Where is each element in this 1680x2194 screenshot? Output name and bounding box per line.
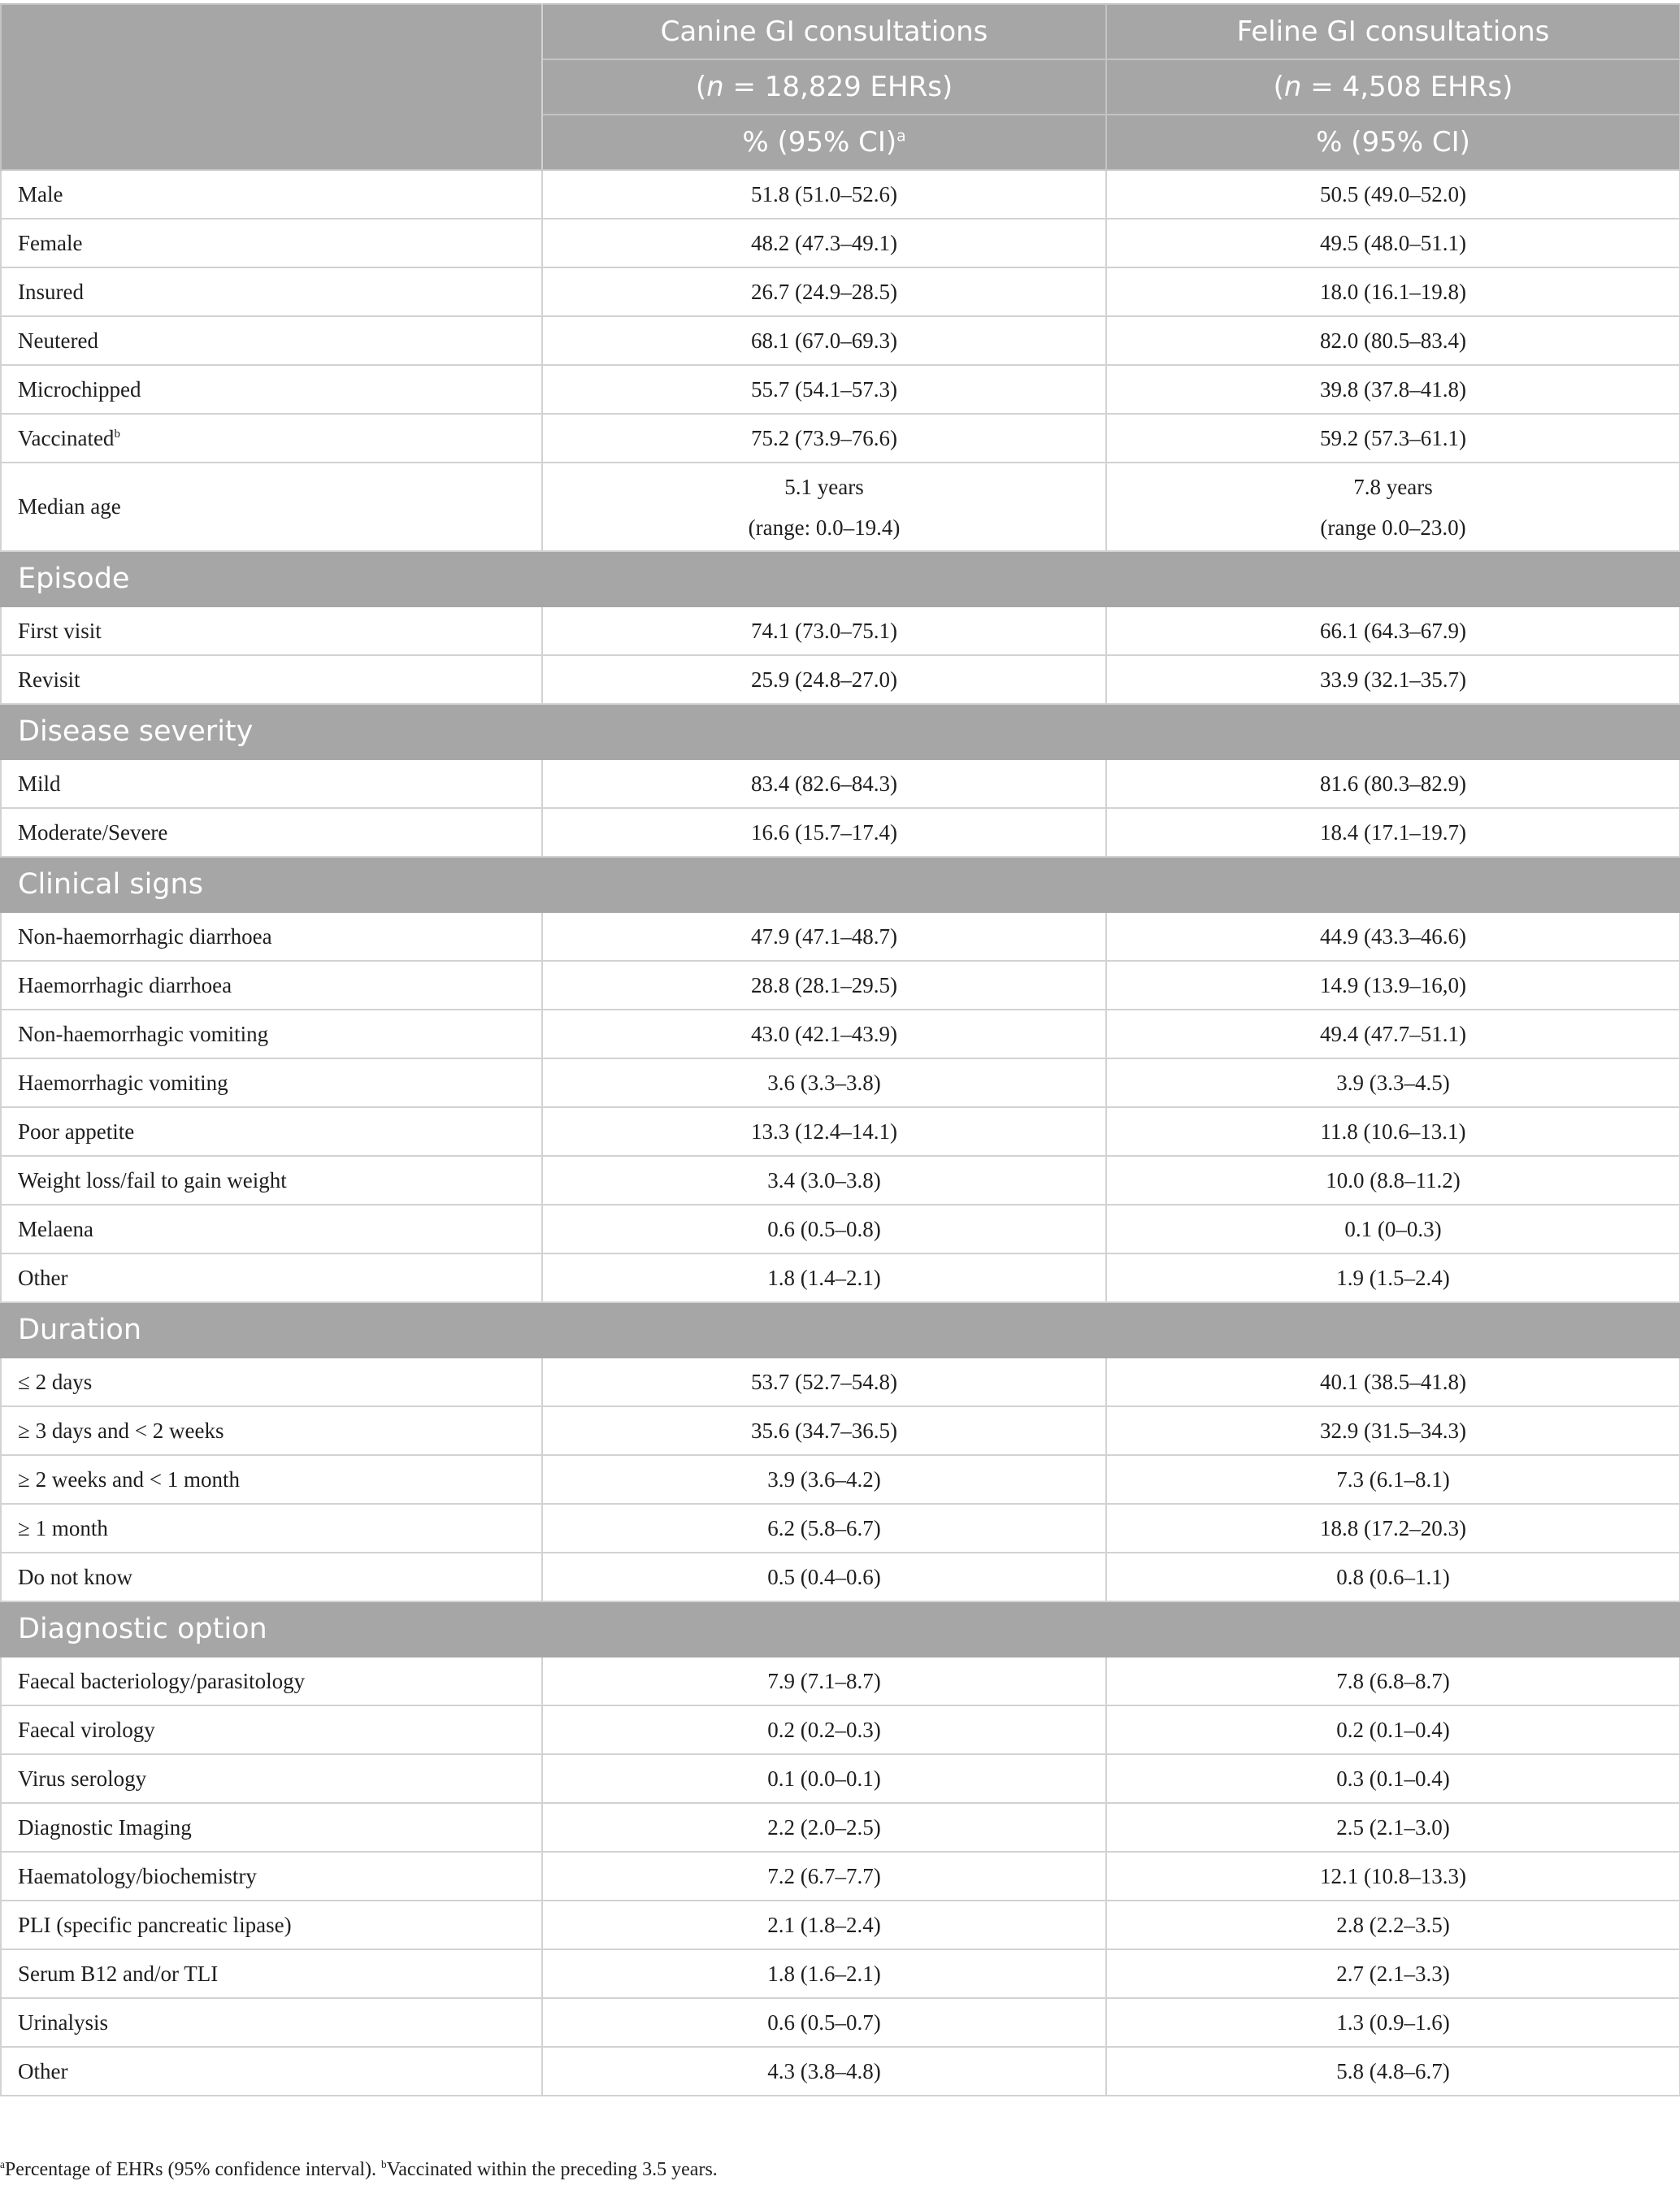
canine-value: 55.7 (54.1–57.3)	[542, 365, 1106, 414]
canine-value: 51.8 (51.0–52.6)	[542, 170, 1106, 219]
table-row	[1, 1657, 1680, 1705]
canine-value: 7.2 (6.7–7.7)	[542, 1852, 1106, 1901]
canine-age-range: (range: 0.0–19.4)	[748, 515, 901, 540]
canine-value: 3.6 (3.3–3.8)	[542, 1058, 1106, 1107]
canine-n-variable: n	[706, 71, 724, 103]
results-table	[0, 3, 1680, 2096]
table-row	[1, 1852, 1680, 1901]
section-header-diagnostic-option	[1, 1601, 1680, 1657]
row-label: Do not know	[1, 1553, 542, 1601]
row-label: Neutered	[1, 316, 542, 365]
feline-n-variable: n	[1283, 71, 1302, 103]
canine-value: 68.1 (67.0–69.3)	[542, 316, 1106, 365]
table-footnote	[0, 2159, 1680, 2181]
row-label: Non-haemorrhagic diarrhoea	[1, 912, 542, 961]
feline-value: 0.1 (0–0.3)	[1106, 1205, 1680, 1253]
row-label: Haematology/biochemistry	[1, 1852, 542, 1901]
footnote-a-marker: a	[0, 2158, 5, 2170]
table-row	[1, 1553, 1680, 1601]
row-label: Haemorrhagic diarrhoea	[1, 961, 542, 1010]
row-label: Moderate/Severe	[1, 808, 542, 857]
canine-column-title: Canine GI consultations	[542, 4, 1106, 59]
row-label: Revisit	[1, 655, 542, 704]
footnote-b-text: Vaccinated within the preceding 3.5 years.	[386, 2159, 718, 2180]
canine-value: 47.9 (47.1–48.7)	[542, 912, 1106, 961]
canine-value: 6.2 (5.8–6.7)	[542, 1504, 1106, 1553]
canine-value: 35.6 (34.7–36.5)	[542, 1406, 1106, 1455]
table-row	[1, 1504, 1680, 1553]
section-header-clinical-signs	[1, 857, 1680, 912]
table-row	[1, 606, 1680, 655]
table-row	[1, 1010, 1680, 1058]
feline-value: 32.9 (31.5–34.3)	[1106, 1406, 1680, 1455]
canine-value: 3.4 (3.0–3.8)	[542, 1156, 1106, 1205]
table-row	[1, 961, 1680, 1010]
feline-value: 1.3 (0.9–1.6)	[1106, 1998, 1680, 2047]
vaccinated-label: Vaccinated	[18, 425, 115, 450]
canine-value: 0.6 (0.5–0.8)	[542, 1205, 1106, 1253]
feline-value: 0.2 (0.1–0.4)	[1106, 1705, 1680, 1754]
table-row	[1, 1705, 1680, 1754]
table-row	[1, 759, 1680, 808]
section-title: Diagnostic option	[1, 1601, 1680, 1657]
table-row	[1, 1406, 1680, 1455]
row-label: ≥ 3 days and < 2 weeks	[1, 1406, 542, 1455]
table-row	[1, 1998, 1680, 2047]
canine-value: 83.4 (82.6–84.3)	[542, 759, 1106, 808]
row-label: Weight loss/fail to gain weight	[1, 1156, 542, 1205]
section-title: Duration	[1, 1302, 1680, 1358]
feline-value: 18.0 (16.1–19.8)	[1106, 267, 1680, 316]
canine-value: 53.7 (52.7–54.8)	[542, 1358, 1106, 1406]
canine-value: 28.8 (28.1–29.5)	[542, 961, 1106, 1010]
canine-value: 0.6 (0.5–0.7)	[542, 1998, 1106, 2047]
canine-value: 43.0 (42.1–43.9)	[542, 1010, 1106, 1058]
row-label: Male	[1, 170, 542, 219]
feline-value: 7.3 (6.1–8.1)	[1106, 1455, 1680, 1504]
table-row	[1, 1156, 1680, 1205]
table-row	[1, 1803, 1680, 1852]
table-row	[1, 1058, 1680, 1107]
feline-value: 49.5 (48.0–51.1)	[1106, 219, 1680, 267]
feline-value: 7.8 (6.8–8.7)	[1106, 1657, 1680, 1705]
table-row	[1, 912, 1680, 961]
feline-value: 39.8 (37.8–41.8)	[1106, 365, 1680, 414]
feline-value	[1106, 463, 1680, 551]
section-title: Clinical signs	[1, 857, 1680, 912]
row-label: Haemorrhagic vomiting	[1, 1058, 542, 1107]
feline-value: 2.7 (2.1–3.3)	[1106, 1949, 1680, 1998]
table-row	[1, 365, 1680, 414]
table-row	[1, 316, 1680, 365]
row-label: ≥ 1 month	[1, 1504, 542, 1553]
table-row	[1, 655, 1680, 704]
row-label: ≥ 2 weeks and < 1 month	[1, 1455, 542, 1504]
row-label: Melaena	[1, 1205, 542, 1253]
table-row	[1, 1455, 1680, 1504]
feline-value: 82.0 (80.5–83.4)	[1106, 316, 1680, 365]
section-header-disease-severity	[1, 704, 1680, 759]
canine-value	[542, 463, 1106, 551]
feline-value: 2.8 (2.2–3.5)	[1106, 1901, 1680, 1949]
row-label: Diagnostic Imaging	[1, 1803, 542, 1852]
feline-n-prefix: (	[1273, 71, 1284, 103]
row-label: Faecal bacteriology/parasitology	[1, 1657, 542, 1705]
canine-value: 1.8 (1.6–2.1)	[542, 1949, 1106, 1998]
row-label: Microchipped	[1, 365, 542, 414]
row-label: Female	[1, 219, 542, 267]
canine-median-age: 5.1 years	[784, 474, 864, 499]
table-header	[1, 4, 1680, 170]
section-title: Disease severity	[1, 704, 1680, 759]
footnote-marker-b: b	[114, 427, 120, 441]
canine-value: 48.2 (47.3–49.1)	[542, 219, 1106, 267]
footnote-marker-a: a	[896, 128, 906, 146]
canine-value: 7.9 (7.1–8.7)	[542, 1657, 1106, 1705]
row-label: Non-haemorrhagic vomiting	[1, 1010, 542, 1058]
row-label: ≤ 2 days	[1, 1358, 542, 1406]
feline-value: 10.0 (8.8–11.2)	[1106, 1156, 1680, 1205]
section-header-episode	[1, 551, 1680, 606]
feline-value: 40.1 (38.5–41.8)	[1106, 1358, 1680, 1406]
table-row-vaccinated	[1, 414, 1680, 463]
canine-sample-size	[542, 59, 1106, 115]
canine-value: 13.3 (12.4–14.1)	[542, 1107, 1106, 1156]
table-row	[1, 1205, 1680, 1253]
canine-value: 26.7 (24.9–28.5)	[542, 267, 1106, 316]
feline-value: 5.8 (4.8–6.7)	[1106, 2047, 1680, 2096]
table-row	[1, 1358, 1680, 1406]
feline-value: 18.4 (17.1–19.7)	[1106, 808, 1680, 857]
feline-column-title: Feline GI consultations	[1106, 4, 1680, 59]
table-row	[1, 1253, 1680, 1302]
section-title: Episode	[1, 551, 1680, 606]
feline-value: 50.5 (49.0–52.0)	[1106, 170, 1680, 219]
canine-value: 2.2 (2.0–2.5)	[542, 1803, 1106, 1852]
canine-value: 0.2 (0.2–0.3)	[542, 1705, 1106, 1754]
canine-value: 16.6 (15.7–17.4)	[542, 808, 1106, 857]
row-label: Urinalysis	[1, 1998, 542, 2047]
canine-value: 0.5 (0.4–0.6)	[542, 1553, 1106, 1601]
row-label: Mild	[1, 759, 542, 808]
canine-value: 3.9 (3.6–4.2)	[542, 1455, 1106, 1504]
header-corner-cell	[1, 4, 542, 170]
feline-value: 18.8 (17.2–20.3)	[1106, 1504, 1680, 1553]
canine-value: 25.9 (24.8–27.0)	[542, 655, 1106, 704]
table-row	[1, 808, 1680, 857]
table-row	[1, 267, 1680, 316]
section-header-duration	[1, 1302, 1680, 1358]
table-row	[1, 219, 1680, 267]
canine-value: 2.1 (1.8–2.4)	[542, 1901, 1106, 1949]
feline-value: 11.8 (10.6–13.1)	[1106, 1107, 1680, 1156]
row-label: Poor appetite	[1, 1107, 542, 1156]
feline-value: 66.1 (64.3–67.9)	[1106, 606, 1680, 655]
footnote-b-marker: b	[381, 2158, 387, 2170]
table-row	[1, 170, 1680, 219]
canine-value: 75.2 (73.9–76.6)	[542, 414, 1106, 463]
table-row-median-age	[1, 463, 1680, 551]
row-label: Other	[1, 2047, 542, 2096]
table-row	[1, 1107, 1680, 1156]
footnote-a-text: Percentage of EHRs (95% confidence interval).	[4, 2159, 382, 2180]
feline-value: 3.9 (3.3–4.5)	[1106, 1058, 1680, 1107]
table-row	[1, 1949, 1680, 1998]
feline-value: 12.1 (10.8–13.3)	[1106, 1852, 1680, 1901]
table-row	[1, 1754, 1680, 1803]
feline-median-age: 7.8 years	[1353, 474, 1433, 499]
feline-value: 49.4 (47.7–51.1)	[1106, 1010, 1680, 1058]
canine-percent-ci-header	[542, 115, 1106, 170]
canine-value: 74.1 (73.0–75.1)	[542, 606, 1106, 655]
row-label: Median age	[1, 463, 542, 551]
row-label: Serum B12 and/or TLI	[1, 1949, 542, 1998]
feline-value: 0.3 (0.1–0.4)	[1106, 1754, 1680, 1803]
feline-value: 2.5 (2.1–3.0)	[1106, 1803, 1680, 1852]
canine-value: 0.1 (0.0–0.1)	[542, 1754, 1106, 1803]
row-label: Virus serology	[1, 1754, 542, 1803]
feline-percent-ci-header: % (95% CI)	[1106, 115, 1680, 170]
feline-n-text: = 4,508 EHRs)	[1301, 71, 1513, 103]
feline-sample-size	[1106, 59, 1680, 115]
canine-value: 1.8 (1.4–2.1)	[542, 1253, 1106, 1302]
row-label: First visit	[1, 606, 542, 655]
row-label	[1, 414, 542, 463]
feline-value: 33.9 (32.1–35.7)	[1106, 655, 1680, 704]
row-label: Other	[1, 1253, 542, 1302]
feline-value: 14.9 (13.9–16,0)	[1106, 961, 1680, 1010]
feline-value: 59.2 (57.3–61.1)	[1106, 414, 1680, 463]
row-label: Faecal virology	[1, 1705, 542, 1754]
feline-value: 0.8 (0.6–1.1)	[1106, 1553, 1680, 1601]
feline-value: 81.6 (80.3–82.9)	[1106, 759, 1680, 808]
row-label: Insured	[1, 267, 542, 316]
feline-value: 44.9 (43.3–46.6)	[1106, 912, 1680, 961]
canine-n-prefix: (	[695, 71, 707, 103]
canine-percent-ci-label: % (95% CI)	[742, 126, 897, 159]
table-body	[1, 170, 1680, 2096]
canine-value: 4.3 (3.8–4.8)	[542, 2047, 1106, 2096]
canine-n-text: = 18,829 EHRs)	[723, 71, 953, 103]
table-row	[1, 1901, 1680, 1949]
row-label: PLI (specific pancreatic lipase)	[1, 1901, 542, 1949]
feline-age-range: (range 0.0–23.0)	[1320, 515, 1466, 540]
feline-value: 1.9 (1.5–2.4)	[1106, 1253, 1680, 1302]
table-row	[1, 2047, 1680, 2096]
